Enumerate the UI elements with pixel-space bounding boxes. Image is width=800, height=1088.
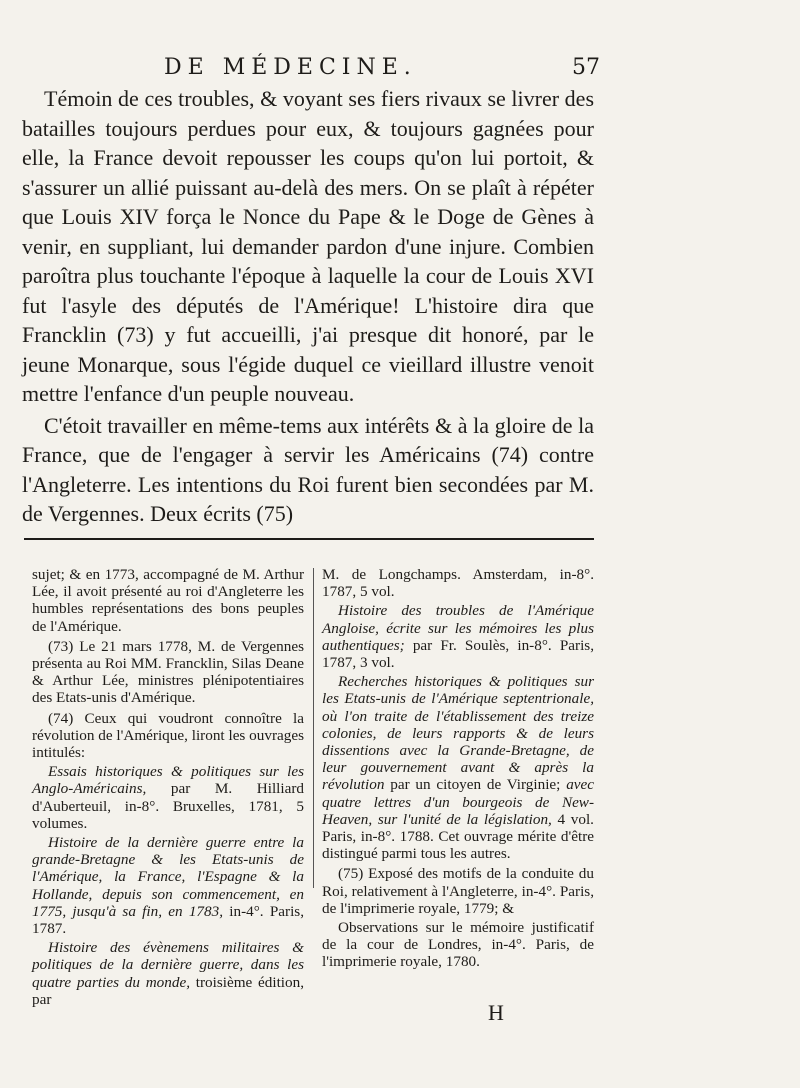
bibliography-entry (32, 834, 304, 937)
footnotes-left-column (32, 566, 304, 1008)
work-title: Histoire des troubles de l'Amérique Angloise, écrite sur les mémoires les plus authentiques; (322, 602, 594, 654)
signature-mark: H (488, 1000, 504, 1025)
footnotes-right-column (322, 566, 594, 971)
footnote-73: (73) Le 21 mars 1778, M. de Vergennes présenta au Roi MM. Francklin, Silas Deane & Arthur Lée, ministres plénipotentiaires des Etats-unis d'Amérique. (32, 637, 304, 707)
work-details: 4 vol. Paris, in-8°. 1788. Cet ouvrage mérite d'être distingué parmi tous les autres. (322, 810, 594, 863)
work-title: Histoire des évènemens militaires & politiques de la dernière guerre, dans les quatre parties du monde, (32, 939, 304, 991)
bibliography-entry (322, 602, 594, 671)
footnote-74: (74) Ceux qui voudront connoître la révolution de l'Amérique, liront les ouvrages intitulés: (32, 709, 304, 762)
work-title: Essais historiques & politiques sur les Anglo-Américains, (32, 763, 304, 798)
page-header (150, 55, 600, 83)
work-details: troisième édition, par (32, 973, 304, 1008)
work-title: Histoire de la dernière guerre entre la grande-Bretagne & les Etats-unis de l'Amérique, la France, l'Espagne & la Hollande, depuis son commencement, en 1775, jusqu'à sa fin, en 1783, (32, 834, 304, 920)
paragraph: Témoin de ces troubles, & voyant ses fiers rivaux se livrer des batailles toujours perdues pour eux, & toujours gagnées pour elle, la France devoit repousser les coups qu'on lui portoit, & s'assurer un allié puissant au-delà des mers. On se plaît à répéter que Louis XIV força le Nonce du Pape & le Doge de Gènes à venir, en suppliant, lui demander pardon d'une injure. Combien paroîtra plus touchante l'époque à laquelle la cour de Louis XVI fut l'asyle des députés de l'Amérique! L'histoire dira que Francklin (73) y fut accueilli, j'ai presque dit honoré, par le jeune Monarque, sous l'égide duquel ce vieillard illustre venoit mettre l'enfance d'un peuple nouveau. (22, 86, 594, 406)
work-details: par M. Hilliard d'Auberteuil, in-8°. Bruxelles, 1781, 5 volumes. (32, 780, 305, 832)
footnote-paragraph: M. de Longchamps. Amsterdam, in-8°. 1787, 5 vol. (322, 566, 594, 601)
column-divider (313, 568, 314, 888)
bibliography-entry: Observations sur le mémoire justificatif de la cour de Londres, in-4°. Paris, de l'imprimerie royale, 1780. (322, 919, 594, 971)
work-title: Recherches historiques & politiques sur les Etats-unis de l'Amérique septentrionale, où l'on traite de l'établissement des treize colonies, de leurs rapports & de leurs dissentions avec la Grande-Bretagne, de leur gouvernement avant & après la révolution (322, 673, 594, 794)
page-number: 57 (572, 55, 600, 80)
bibliography-entry (32, 939, 304, 1008)
bibliography-entry (32, 763, 304, 832)
work-details: in-4°. Paris, 1787. (32, 902, 305, 938)
work-details: par Fr. Soulès, in-8°. Paris, 1787, 3 vol. (322, 636, 595, 672)
bibliography-entry (322, 673, 594, 862)
running-title: DE MÉDECINE. (164, 55, 417, 80)
footnote-paragraph: sujet; & en 1773, accompagné de M. Arthur Lée, il avoit présenté au roi d'Angleterre les humbles représentations des bons peuples de l'Amérique. (32, 566, 304, 635)
paragraph: C'étoit travailler en même-tems aux intérêts & à la gloire de la France, que de l'engager à servir les Américains (74) contre l'Angleterre. Les intentions du Roi furent bien secondées par M. de Vergennes. Deux écrits (75) (22, 412, 594, 526)
main-text (22, 84, 594, 529)
footnote-separator-rule (24, 538, 594, 540)
work-details: par un citoyen de Virginie; (390, 776, 561, 794)
work-title: avec quatre lettres d'un bourgeois de New-Heaven, sur l'unité de la législation, (322, 776, 595, 828)
footnote-75: (75) Exposé des motifs de la conduite du Roi, relativement à l'Angleterre, in-4°. Paris, de l'imprimerie royale, 1779; & (322, 865, 594, 917)
